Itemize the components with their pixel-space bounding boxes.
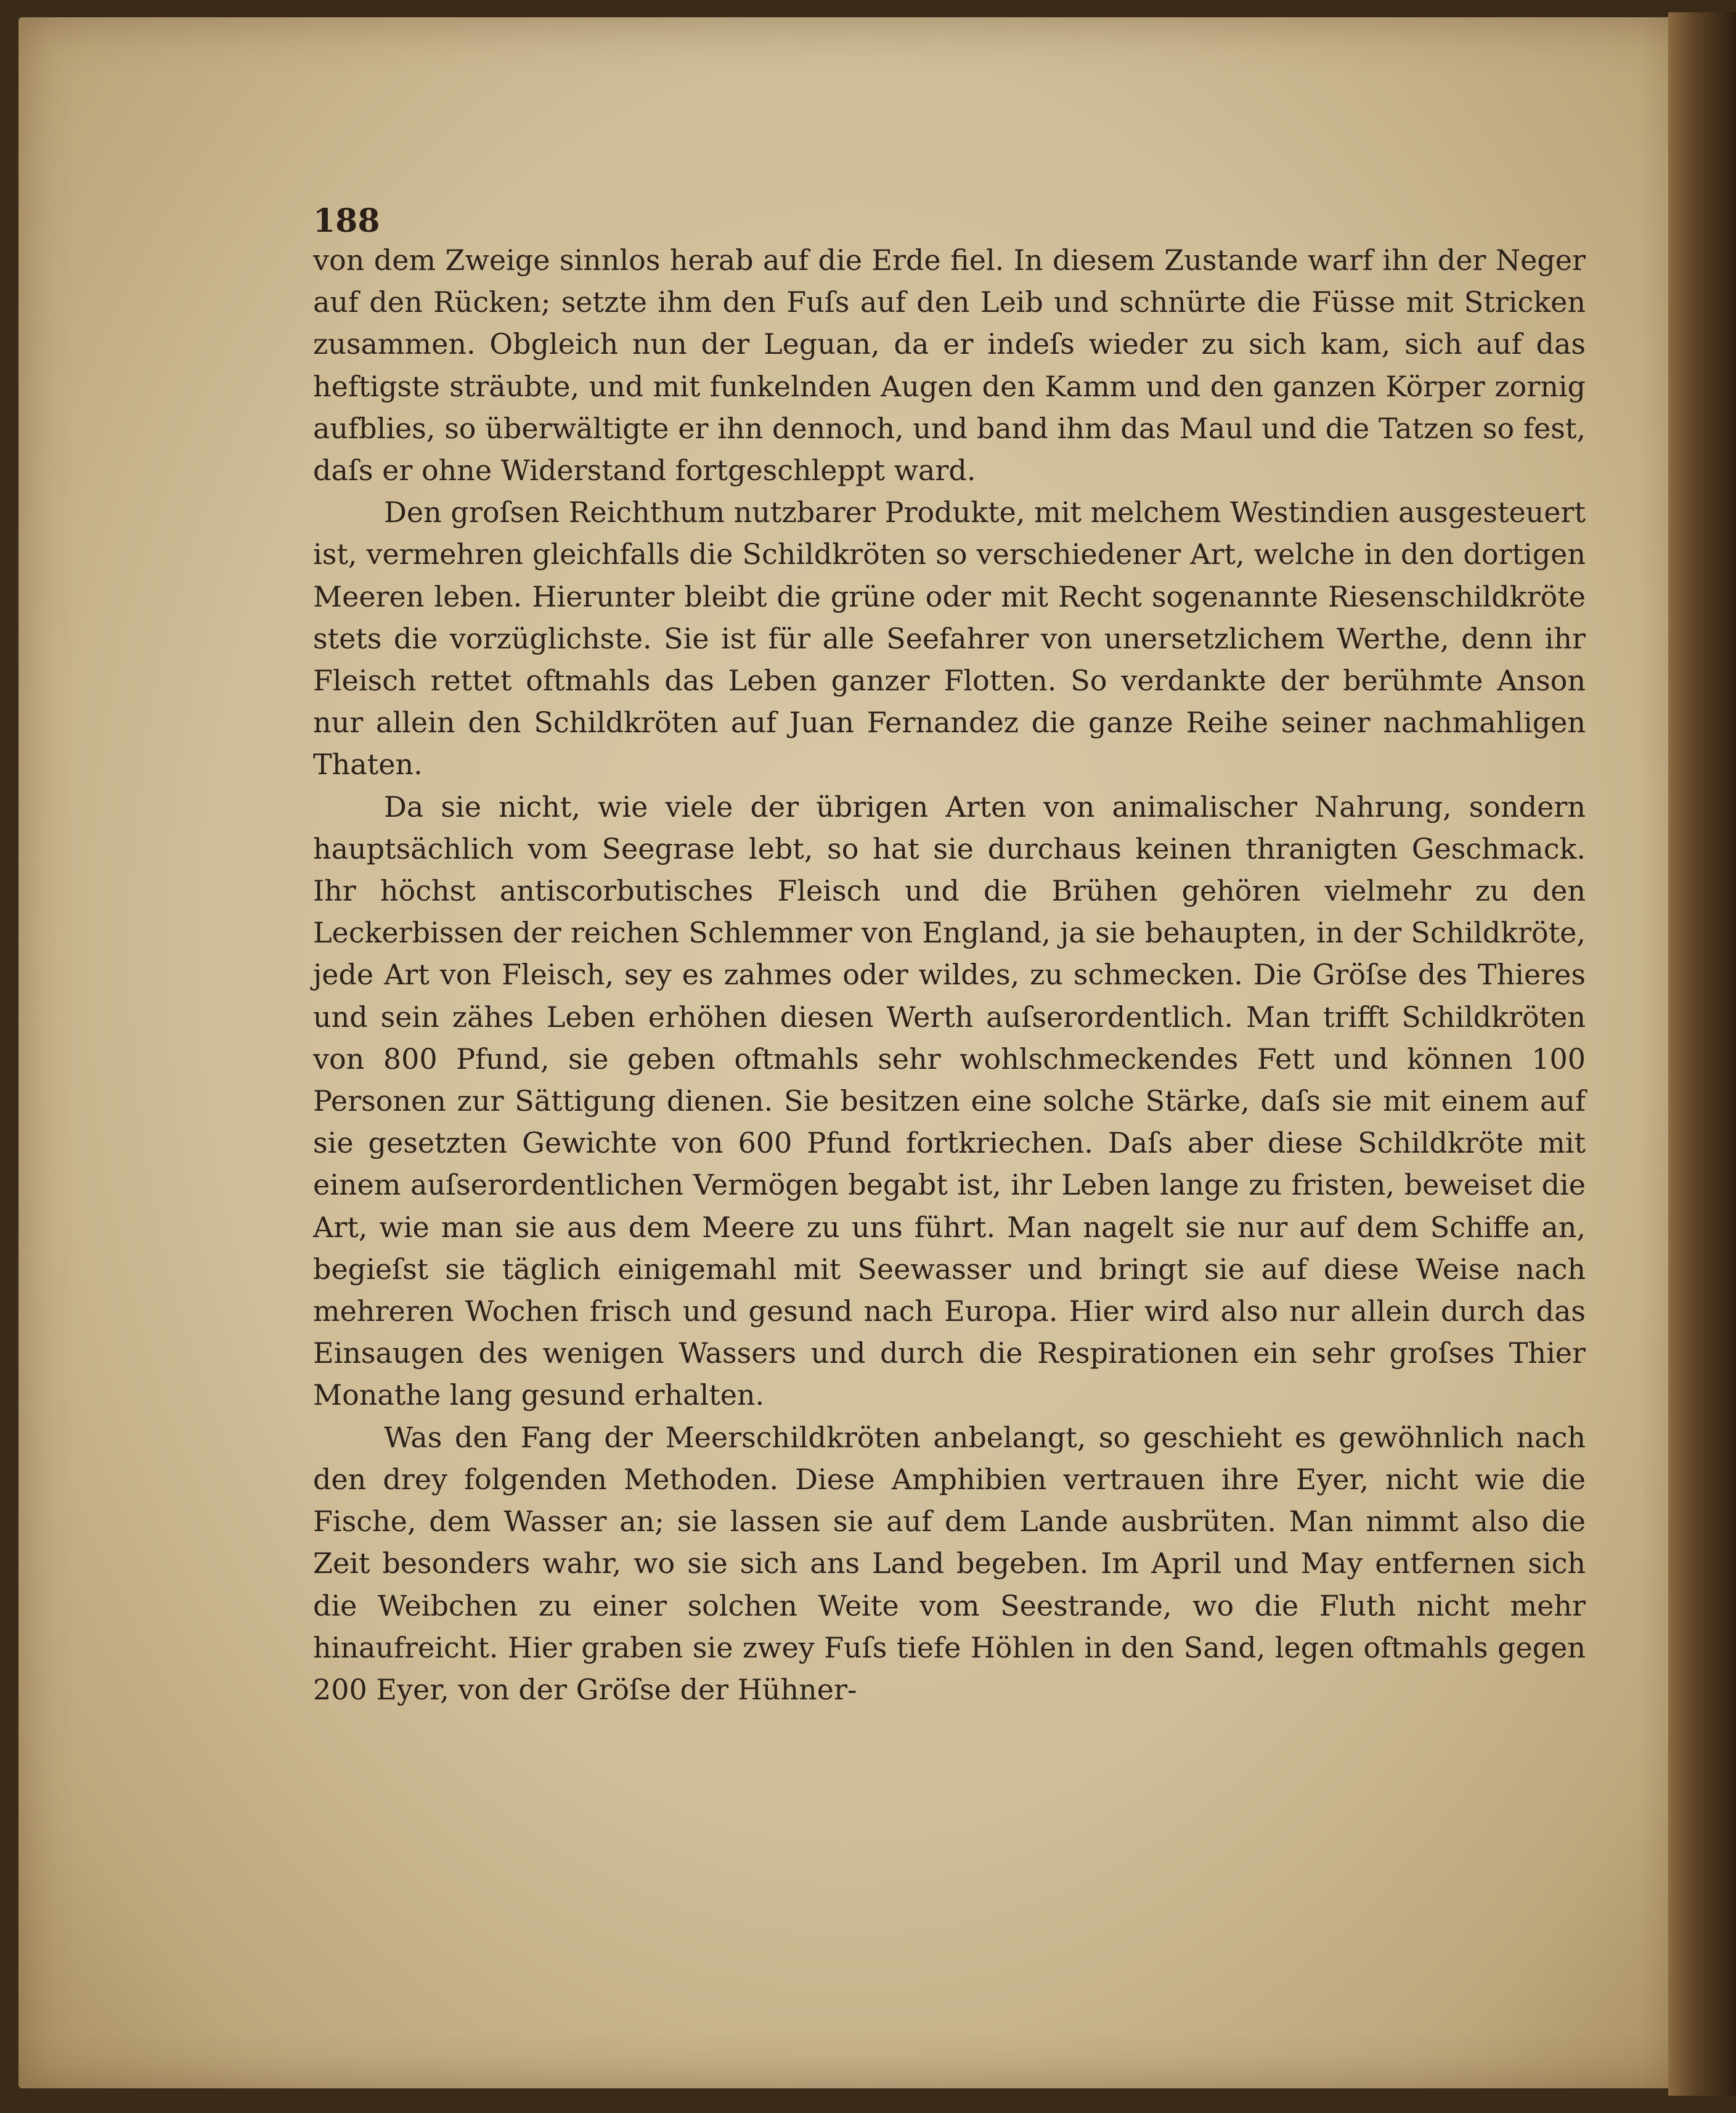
book-binding-gutter <box>1668 12 1736 2096</box>
paragraph-4: Was den Fang der Meerschildkröten anbelangt, so geschieht es gewöhnlich nach den drey folgenden Methoden. Diese Amphibien vertrauen ihre Eyer, nicht wie die Fische, dem Wasser an; sie lassen sie auf dem Lande ausbrüten. Man nimmt also die Zeit besonders wahr, wo sie sich ans Land begeben. Im April und May entfernen sich die Weibchen zu einer solchen Weite vom Seestrande, wo die Fluth nicht mehr hinaufreicht. Hier graben sie zwey Fuſs tiefe Höhlen in den Sand, legen oftmahls gegen 200 Eyer, von der Gröſse der Hühner- <box>313 1420 1586 1706</box>
book-page <box>18 17 1682 2088</box>
paragraph-1: von dem Zweige sinnlos herab auf die Erde fiel. In diesem Zustande warf ihn der Neger auf den Rücken; setzte ihm den Fuſs auf den Leib und schnürte die Füsse mit Stricken zusammen. Obgleich nun der Leguan, da er indeſs wieder zu sich kam, sich auf das heftigste sträubte, und mit funkelnden Augen den Kamm und den ganzen Körper zornig aufblies, so überwältigte er ihn dennoch, und band ihm das Maul und die Tatzen so fest, daſs er ohne Widerstand fortgeschleppt ward. <box>313 243 1586 488</box>
paragraph-2: Den groſsen Reichthum nutzbarer Produkte, mit melchem Westindien ausgesteuert ist, vermehren gleichfalls die Schildkröten so verschiedener Art, welche in den dortigen Meeren leben. Hierunter bleibt die grüne oder mit Recht sogenannte Riesenschildkröte stets die vorzüglichste. Sie ist für alle Seefahrer von unersetzlichem Werthe, denn ihr Fleisch rettet oftmahls das Leben ganzer Flotten. So verdankte der berühmte Anson nur allein den Schildkröten auf Juan Fernandez die ganze Reihe seiner nachmahligen Thaten. <box>313 496 1586 782</box>
page-number: 188 <box>313 202 380 240</box>
paragraph-3: Da sie nicht, wie viele der übrigen Arten von animalischer Nahrung, sondern hauptsächlich vom Seegrase lebt, so hat sie durchaus keinen thranigten Geschmack. Ihr höchst antiscorbutisches Fleisch und die Brühen gehören vielmehr zu den Leckerbissen der reichen Schlemmer von England, ja sie behaupten, in der Schildkröte, jede Art von Fleisch, sey es zahmes oder wildes, zu schmecken. Die Gröſse des Thieres und sein zähes Leben erhöhen diesen Werth auſserordentlich. Man trifft Schildkröten von 800 Pfund, sie geben oftmahls sehr wohlschmeckendes Fett und können 100 Personen zur Sättigung dienen. Sie besitzen eine solche Stärke, daſs sie mit einem auf sie gesetzten Gewichte von 600 Pfund fortkriechen. Daſs aber diese Schildkröte mit einem auſserordentlichen Vermögen begabt ist, ihr Leben lange zu fristen, beweiset die Art, wie man sie aus dem Meere zu uns führt. Man nagelt sie nur auf dem Schiffe an, begieſst sie täglich einigemahl mit Seewasser und bringt sie auf diese Weise nach mehreren Wochen frisch und gesund nach Europa. Hier wird also nur allein durch das Einsaugen des wenigen Wassers und durch die Respirationen ein sehr groſses Thier Monathe lang gesund erhalten. <box>313 790 1586 1412</box>
page-text <box>313 239 1586 1710</box>
